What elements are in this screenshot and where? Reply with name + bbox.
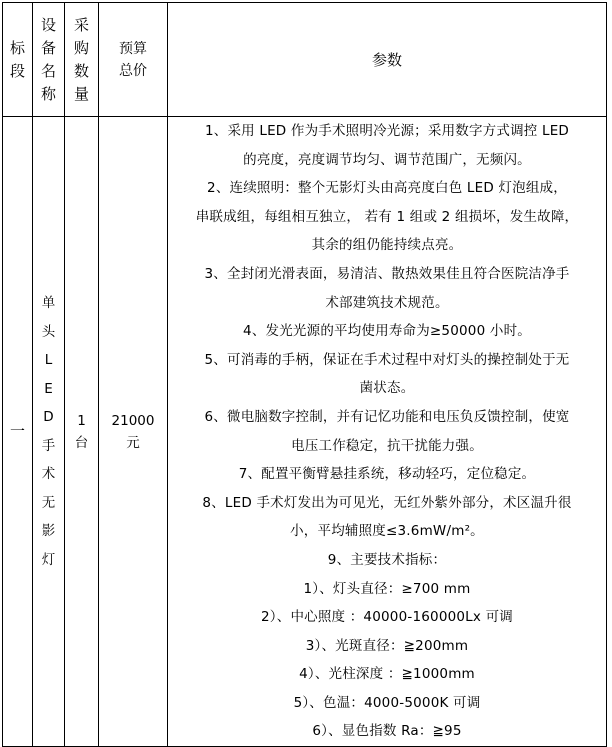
param-line: 1）、灯头直径：≥700 mm [303, 580, 471, 597]
param-line: 4、发光光源的平均使用寿命为≥50000 小时。 [243, 323, 531, 340]
quantity-cell: 1 台 [65, 117, 99, 747]
param-line: 术部建筑技术规范。 [325, 294, 449, 311]
param-line: 7、配置平衡臂悬挂系统，移动轻巧，定位稳定。 [238, 466, 536, 483]
device-name-cell: 单 头 L E D 手 术 无 影 灯 [33, 117, 65, 747]
param-line: 串联成组，每组相互独立， 若有 1 组或 2 组损坏，发生故障， [195, 208, 579, 225]
param-line: 6、微电脑数字控制，并有记忆功能和电压负反馈控制，使宽 [204, 408, 570, 425]
header-section: 标 段 [3, 3, 33, 117]
param-line: 菌状态。 [359, 380, 415, 397]
param-line: 1、采用 LED 作为手术照明冷光源；采用数字方式调控 LED [204, 123, 570, 139]
param-line: 5）、色温：4000-5000K 可调 [293, 694, 481, 711]
param-line: 9、主要技术指标： [327, 551, 447, 568]
param-line: 6）、显色指数 Ra：≧95 [312, 723, 462, 740]
param-line: 8、LED 手术灯发出为可见光，无红外紫外部分，术区温升很 [202, 494, 572, 511]
param-line: 小，平均辅照度≤3.6mW/m²。 [290, 523, 484, 540]
param-line: 3、全封闭光滑表面，易清洁、散热效果佳且符合医院洁净手 [204, 265, 570, 282]
param-line: 电压工作稳定，抗干扰能力强。 [291, 437, 483, 454]
header-quantity: 采 购 数 量 [65, 3, 99, 117]
param-line: 3）、光斑直径：≧200mm [305, 637, 469, 654]
param-line: 4）、光柱深度 ：≧1000mm [299, 666, 475, 683]
procurement-spec-table [2, 2, 607, 747]
param-line: 2、连续照明：整个无影灯头由高亮度白色 LED 灯泡组成， [207, 180, 567, 197]
section-cell: 一 [3, 117, 33, 747]
table-row [3, 117, 607, 747]
param-line: 其余的组仍能持续点亮。 [311, 237, 463, 254]
param-line: 的亮度，亮度调节均匀、调节范围广，无频闪。 [243, 151, 531, 168]
header-budget: 预算 总价 [99, 3, 168, 117]
budget-cell: 21000 元 [99, 117, 168, 747]
param-line: 2）、中心照度 ：40000-160000Lx 可调 [261, 609, 513, 626]
header-device-name: 设 备 名 称 [33, 3, 65, 117]
header-params: 参数 [168, 3, 607, 117]
params-cell [168, 117, 607, 747]
param-line: 5、可消毒的手柄，保证在手术过程中对灯头的操控制处于无 [204, 351, 570, 368]
header-row [3, 3, 607, 117]
